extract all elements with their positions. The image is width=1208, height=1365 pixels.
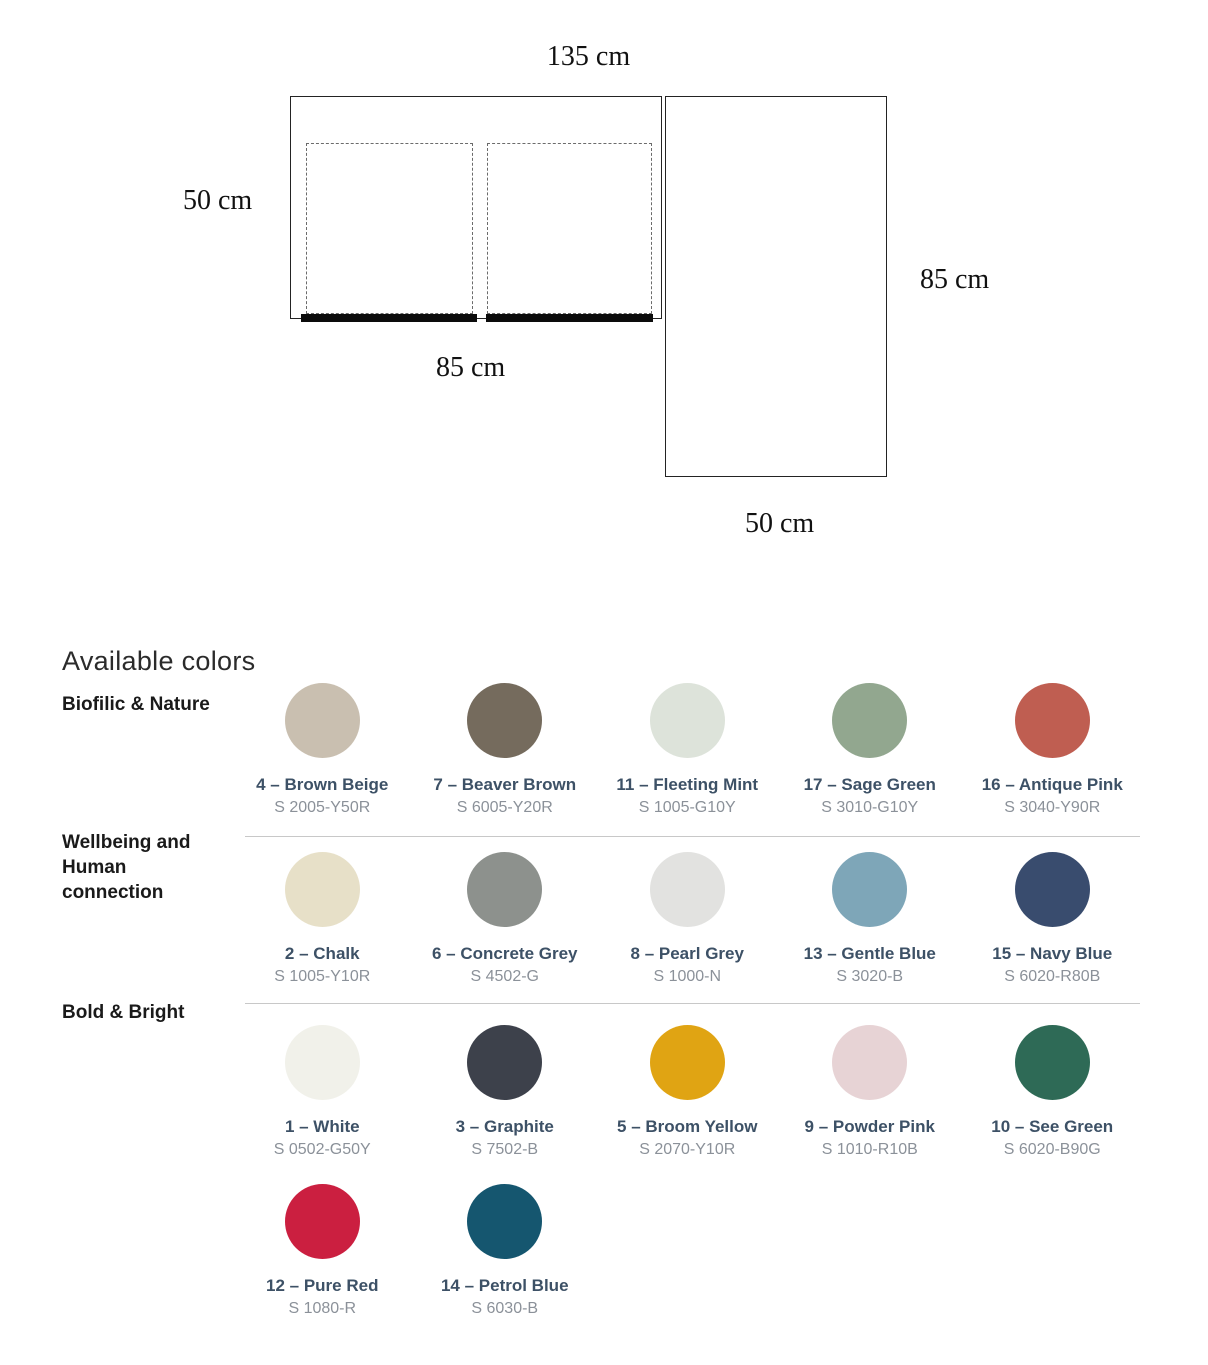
color-swatch-name: 7 – Beaver Brown	[433, 775, 577, 794]
mounting-rail-left	[301, 314, 477, 322]
color-swatch-code: S 6020-R80B	[1004, 968, 1101, 985]
color-swatch-circle[interactable]	[832, 852, 907, 927]
color-swatch-name: 6 – Concrete Grey	[431, 944, 578, 963]
color-swatch-circle[interactable]	[285, 683, 360, 758]
swatch-row-bold-bright	[231, 1025, 1144, 1160]
color-swatch-circle[interactable]	[285, 852, 360, 927]
color-swatch-name: 17 – Sage Green	[803, 775, 936, 794]
category-label-wellbeing: Wellbeing and Human connection	[62, 832, 191, 903]
color-swatch-code: S 7502-B	[471, 1141, 539, 1158]
color-swatch-see-green	[961, 1025, 1144, 1160]
color-swatch-code: S 3010-G10Y	[821, 799, 919, 816]
color-swatch-circle[interactable]	[650, 1025, 725, 1100]
color-swatch-name: 14 – Petrol Blue	[440, 1276, 569, 1295]
color-swatch-name: 5 – Broom Yellow	[617, 1117, 758, 1136]
color-swatch-code: S 4502-G	[470, 968, 539, 985]
color-swatch-circle[interactable]	[1015, 1025, 1090, 1100]
color-swatch-name: 8 – Pearl Grey	[630, 944, 744, 963]
color-swatch-code: S 3040-Y90R	[1004, 799, 1101, 816]
color-swatch-name: 15 – Navy Blue	[992, 944, 1113, 963]
row-separator	[245, 1003, 1140, 1004]
color-swatch-graphite	[414, 1025, 597, 1160]
module-zone-dashed-left	[306, 143, 473, 314]
color-swatch-circle[interactable]	[285, 1025, 360, 1100]
color-swatch-code: S 1005-Y10R	[274, 968, 371, 985]
color-swatch-code: S 1080-R	[288, 1300, 357, 1317]
color-swatch-brown-beige	[231, 683, 414, 818]
color-swatch-circle[interactable]	[467, 683, 542, 758]
color-swatch-code: S 3020-B	[836, 968, 904, 985]
color-swatch-name: 16 – Antique Pink	[981, 775, 1123, 794]
color-swatch-concrete-grey	[414, 852, 597, 987]
category-label-biofilic-nature: Biofilic & Nature	[62, 694, 210, 715]
dimension-label-left-depth: 50 cm	[183, 185, 253, 216]
color-swatch-beaver-brown	[414, 683, 597, 818]
color-swatch-circle[interactable]	[650, 683, 725, 758]
color-swatch-name: 4 – Brown Beige	[256, 775, 389, 794]
colors-section-title: Available colors	[62, 646, 256, 676]
color-swatch-circle[interactable]	[467, 1025, 542, 1100]
color-swatch-fleeting-mint	[596, 683, 779, 818]
color-swatch-white	[231, 1025, 414, 1160]
swatch-row-biofilic	[231, 683, 1144, 818]
color-swatch-powder-pink	[779, 1025, 962, 1160]
color-swatch-sage-green	[779, 683, 962, 818]
color-swatch-code: S 2070-Y10R	[639, 1141, 736, 1158]
color-swatch-name: 1 – White	[284, 1117, 360, 1136]
color-swatch-code: S 1000-N	[653, 968, 722, 985]
dimension-label-total-width: 135 cm	[546, 41, 631, 72]
color-swatch-circle[interactable]	[832, 683, 907, 758]
swatch-row-wellbeing	[231, 852, 1144, 987]
module-zone-dashed-right	[487, 143, 652, 314]
dimension-label-right-depth: 85 cm	[920, 264, 990, 295]
dimension-label-bottom-left-width: 85 cm	[436, 352, 506, 383]
color-swatch-circle[interactable]	[467, 852, 542, 927]
color-swatch-pearl-grey	[596, 852, 779, 987]
color-swatch-name: 12 – Pure Red	[266, 1276, 379, 1295]
color-swatch-code: S 6005-Y20R	[456, 799, 553, 816]
color-swatch-circle[interactable]	[832, 1025, 907, 1100]
color-swatch-circle[interactable]	[285, 1184, 360, 1259]
color-swatch-circle[interactable]	[1015, 683, 1090, 758]
color-swatch-name: 9 – Powder Pink	[804, 1117, 935, 1136]
color-swatch-broom-yellow	[596, 1025, 779, 1160]
color-swatch-circle[interactable]	[1015, 852, 1090, 927]
dimension-label-bottom-right-width: 50 cm	[745, 508, 815, 539]
color-swatch-name: 11 – Fleeting Mint	[616, 775, 759, 794]
color-swatch-name: 10 – See Green	[991, 1117, 1114, 1136]
color-swatch-name: 2 – Chalk	[284, 944, 360, 963]
color-swatch-navy-blue	[961, 852, 1144, 987]
color-swatch-code: S 1010-R10B	[821, 1141, 918, 1158]
color-swatch-chalk	[231, 852, 414, 987]
swatch-row-bold-bright-2	[231, 1184, 596, 1319]
color-swatch-code: S 2005-Y50R	[274, 799, 371, 816]
color-swatch-pure-red	[231, 1184, 414, 1319]
category-label-bold-bright: Bold & Bright	[62, 1002, 185, 1023]
color-swatch-code: S 6020-B90G	[1003, 1141, 1101, 1158]
color-swatch-gentle-blue	[779, 852, 962, 987]
mounting-rail-right	[486, 314, 653, 322]
color-swatch-petrol-blue	[414, 1184, 597, 1319]
color-swatch-circle[interactable]	[650, 852, 725, 927]
color-swatch-code: S 6030-B	[471, 1300, 539, 1317]
color-swatch-antique-pink	[961, 683, 1144, 818]
color-swatch-name: 13 – Gentle Blue	[803, 944, 936, 963]
color-swatch-code: S 1005-G10Y	[638, 799, 736, 816]
color-swatch-name: 3 – Graphite	[455, 1117, 554, 1136]
row-separator	[245, 836, 1140, 837]
desk-side-outline	[665, 96, 887, 477]
color-swatch-code: S 0502-G50Y	[273, 1141, 371, 1158]
color-swatch-circle[interactable]	[467, 1184, 542, 1259]
